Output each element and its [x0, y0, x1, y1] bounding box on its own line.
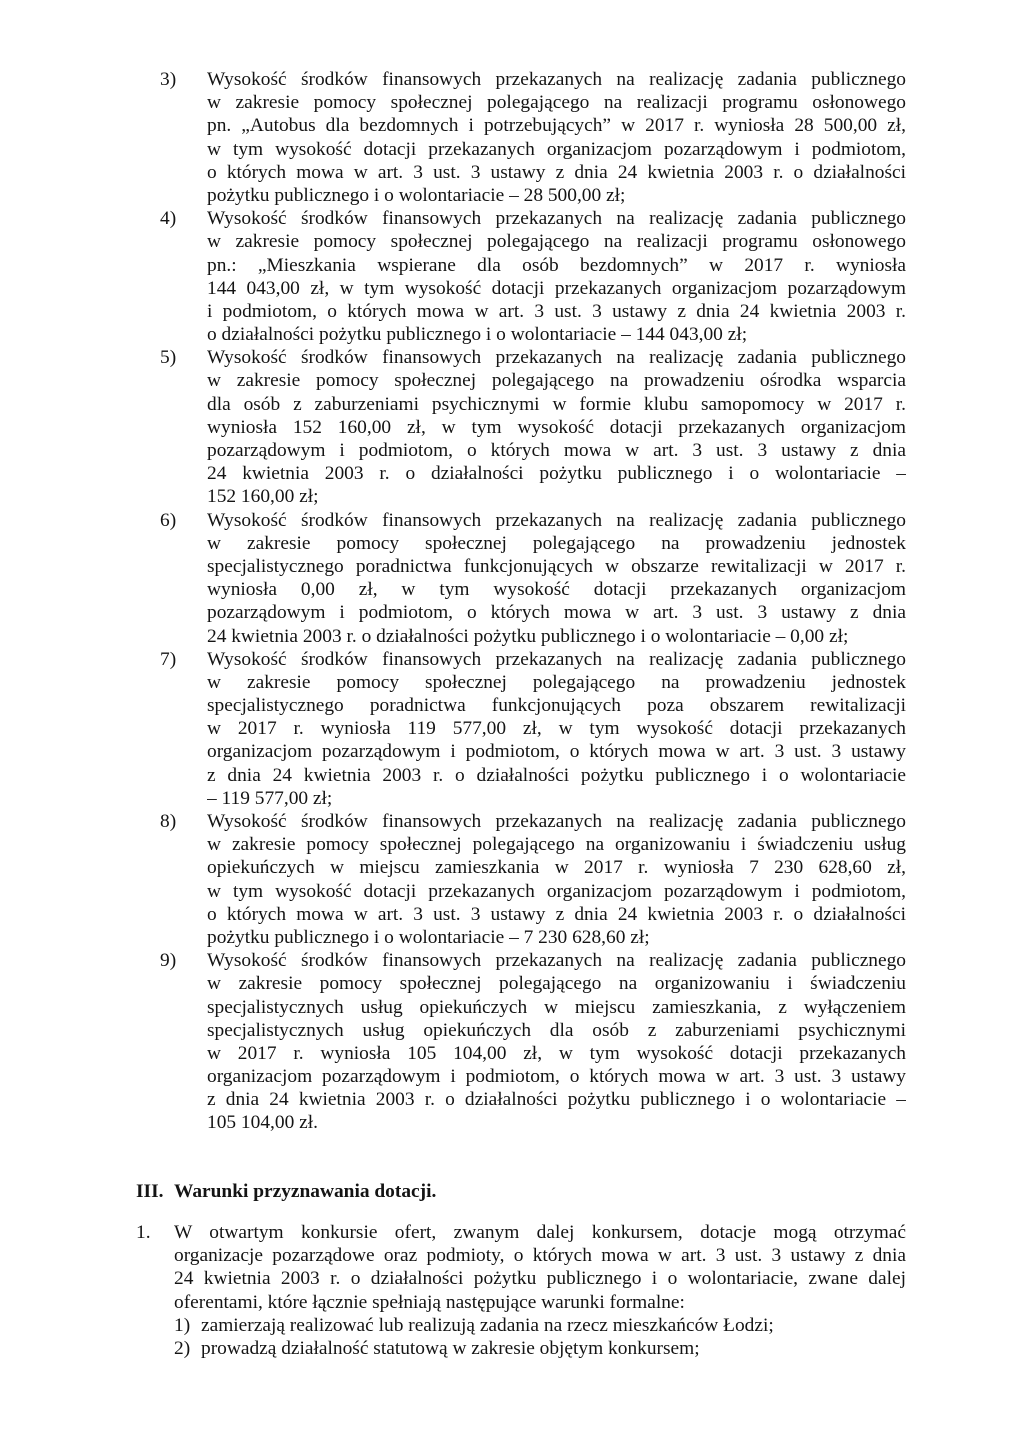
item-line: w zakresie pomocy społecznej polegającego na prowadzeniu jednostek — [207, 671, 906, 693]
item-line: o których mowa w art. 3 ust. 3 ustawy z dnia 24 kwietnia 2003 r. o działalności — [207, 903, 906, 925]
item-line: Wysokość środków finansowych przekazanych na realizację zadania publicznego — [207, 648, 906, 670]
list-item — [160, 648, 906, 810]
list-item — [160, 346, 906, 508]
item-line: Wysokość środków finansowych przekazanych na realizację zadania publicznego — [207, 208, 906, 230]
sub-item — [174, 1337, 906, 1360]
item-line: pozarządowym i podmiotom, o których mowa w art. 3 ust. 3 ustawy z dnia — [207, 440, 906, 461]
item-line: W otwartym konkursie ofert, zwanym dalej konkursem, dotacje mogą otrzymać — [174, 1222, 906, 1243]
item-line: 152 160,00 zł; — [207, 486, 319, 508]
item-line: organizacjom pozarządowym i podmiotom, o których mowa w art. 3 ust. 3 ustawy — [207, 741, 906, 763]
item-line: o działalności pożytku publicznego i o wolontariacie – 144 043,00 zł; — [207, 324, 748, 346]
item-line: wyniosła 152 160,00 zł, w tym wysokość dotacji przekazanych organizacjom — [207, 416, 906, 438]
list-item — [160, 207, 906, 346]
list-item — [160, 509, 906, 648]
sub-item — [174, 1314, 906, 1337]
item-line: pn. „Autobus dla bezdomnych i potrzebujących” w 2017 r. wyniosła 28 500,00 zł, — [207, 115, 906, 137]
item-line: w tym wysokość dotacji przekazanych organizacjom pozarządowym i podmiotom, — [207, 138, 906, 160]
item-line: specjalistycznego poradnictwa funkcjonujących poza obszarem rewitalizacji — [207, 695, 906, 717]
item-number: 7) — [160, 648, 177, 670]
sub-item-text: zamierzają realizować lub realizują zadania na rzecz mieszkańców Łodzi; — [201, 1314, 774, 1336]
item-number: 1. — [136, 1222, 151, 1243]
item-number: 9) — [160, 950, 177, 972]
list-item — [160, 949, 906, 1135]
conditions-section — [136, 1221, 906, 1360]
section-title: Warunki przyznawania dotacji. — [174, 1181, 437, 1202]
item-line: w 2017 r. wyniosła 105 104,00 zł, w tym wysokość dotacji przekazanych — [207, 1042, 906, 1064]
item-line: z dnia 24 kwietnia 2003 r. o działalności pożytku publicznego i o wolontariacie – — [207, 1089, 906, 1111]
item-line: pozarządowym i podmiotom, o których mowa w art. 3 ust. 3 ustawy z dnia — [207, 602, 906, 624]
item-line: Wysokość środków finansowych przekazanych na realizację zadania publicznego — [207, 509, 906, 531]
item-line: specjalistycznego poradnictwa funkcjonujących w obszarze rewitalizacji w 2017 r. — [207, 555, 906, 577]
section-heading — [136, 1180, 436, 1203]
section-number: III. — [136, 1181, 164, 1202]
item-line: w tym wysokość dotacji przekazanych organizacjom pozarządowym i podmiotom, — [207, 880, 906, 902]
item-line: w zakresie pomocy społecznej polegającego na prowadzeniu ośrodka wsparcia — [207, 370, 906, 392]
item-line: Wysokość środków finansowych przekazanych na realizację zadania publicznego — [207, 950, 906, 972]
item-line: 144 043,00 zł, w tym wysokość dotacji przekazanych organizacjom pozarządowym — [207, 277, 906, 299]
item-line: o których mowa w art. 3 ust. 3 ustawy z dnia 24 kwietnia 2003 r. o działalności — [207, 161, 906, 183]
item-number: 5) — [160, 347, 177, 369]
item-line: 24 kwietnia 2003 r. o działalności pożytku publicznego i o wolontariacie – — [207, 463, 906, 485]
item-line: specjalistycznych usług opiekuńczych dla osób z zaburzeniami psychicznymi — [207, 1019, 906, 1041]
item-number: 6) — [160, 509, 177, 531]
item-number: 8) — [160, 811, 177, 832]
list-item — [136, 1221, 906, 1360]
item-line: 24 kwietnia 2003 r. o działalności pożytku publicznego i o wolontariacie – 0,00 zł; — [207, 625, 849, 647]
list-item — [160, 68, 906, 207]
item-line: Wysokość środków finansowych przekazanych na realizację zadania publicznego — [207, 347, 906, 369]
item-line: Wysokość środków finansowych przekazanych na realizację zadania publicznego — [207, 69, 906, 90]
item-line: pn.: „Mieszkania wspierane dla osób bezdomnych” w 2017 r. wyniosła — [207, 254, 906, 276]
item-line: w zakresie pomocy społecznej polegającego na prowadzeniu jednostek — [207, 532, 906, 554]
item-number: 3) — [160, 69, 177, 90]
item-line: w zakresie pomocy społecznej polegającego na realizacji programu osłonowego — [207, 231, 906, 253]
item-line: i podmiotom, o których mowa w art. 3 ust. 3 ustawy z dnia 24 kwietnia 2003 r. — [207, 300, 906, 322]
item-line: z dnia 24 kwietnia 2003 r. o działalności pożytku publicznego i o wolontariacie — [207, 764, 906, 786]
item-line: 24 kwietnia 2003 r. o działalności pożytku publicznego i o wolontariacie, zwane dalej — [174, 1268, 906, 1290]
item-number: 4) — [160, 208, 177, 230]
item-line: w zakresie pomocy społecznej polegającego na organizowaniu i świadczeniu usług — [207, 834, 906, 856]
sub-item-number: 2) — [174, 1337, 191, 1359]
item-line: 105 104,00 zł. — [207, 1112, 318, 1134]
item-line: dla osób z zaburzeniami psychicznymi w formie klubu samopomocy w 2017 r. — [207, 393, 906, 415]
sub-item-text: prowadzą działalność statutową w zakresie objętym konkursem; — [201, 1337, 700, 1359]
item-line: w zakresie pomocy społecznej polegającego na organizowaniu i świadczeniu — [207, 973, 906, 995]
list-item — [160, 810, 906, 949]
item-line: w zakresie pomocy społecznej polegającego na realizacji programu osłonowego — [207, 92, 906, 114]
item-line: organizacje pozarządowe oraz podmioty, o których mowa w art. 3 ust. 3 ustawy z dnia — [174, 1245, 906, 1267]
item-line: w 2017 r. wyniosła 119 577,00 zł, w tym wysokość dotacji przekazanych — [207, 718, 906, 740]
item-line: pożytku publicznego i o wolontariacie – 28 500,00 zł; — [207, 184, 626, 206]
item-line: oferentami, które łącznie spełniają następujące warunki formalne: — [174, 1291, 685, 1313]
funding-list — [160, 68, 906, 1135]
item-line: Wysokość środków finansowych przekazanych na realizację zadania publicznego — [207, 811, 906, 832]
item-line: opiekuńczych w miejscu zamieszkania w 2017 r. wyniosła 7 230 628,60 zł, — [207, 857, 906, 879]
item-line: wyniosła 0,00 zł, w tym wysokość dotacji przekazanych organizacjom — [207, 579, 906, 601]
item-line: specjalistycznych usług opiekuńczych w miejscu zamieszkania, z wyłączeniem — [207, 996, 906, 1018]
item-line: organizacjom pozarządowym i podmiotom, o których mowa w art. 3 ust. 3 ustawy — [207, 1066, 906, 1088]
sub-item-number: 1) — [174, 1314, 191, 1336]
item-line: pożytku publicznego i o wolontariacie – 7 230 628,60 zł; — [207, 926, 650, 948]
item-line: – 119 577,00 zł; — [207, 787, 333, 809]
